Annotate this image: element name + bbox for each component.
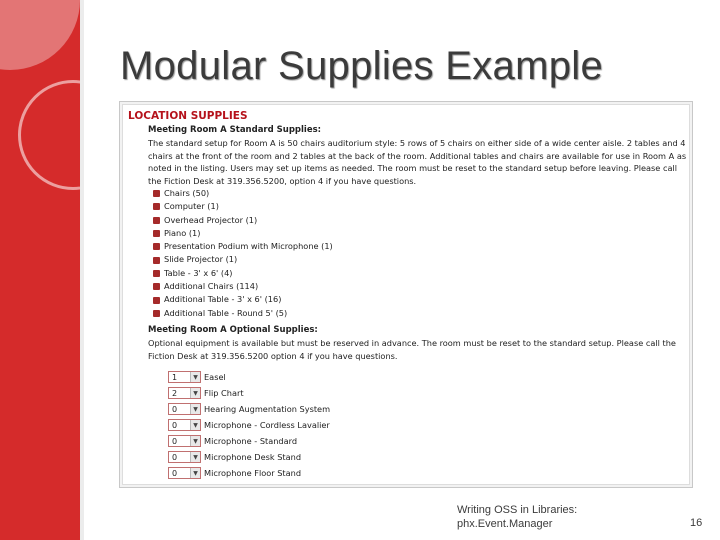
square-bullet-icon: [153, 203, 160, 210]
optional-supplies-heading: Meeting Room A Optional Supplies:: [148, 325, 318, 335]
supply-item: [153, 307, 333, 320]
supply-item: [153, 227, 333, 240]
optional-supplies-block: [148, 324, 688, 362]
supply-item-label: Chairs (50): [164, 188, 210, 198]
supply-item-label: Additional Table - Round 5' (5): [164, 307, 288, 318]
standard-supplies-description: The standard setup for Room A is 50 chairs auditorium style: 5 rows of 5 chairs on either side of a wide center aisle. 2 tables and 4 chairs at the front of the room and 2 tables at the back of the room. Additional tables and chairs are available for use in Room A as noted in the listing. Users may set up items as needed. The room must be reset to the standard setup before leaving. Please call the Fiction Desk at 319.356.5200, option 4 if you have questions.: [148, 138, 687, 186]
optional-supply-row: [168, 417, 330, 433]
decorative-ring: [18, 80, 80, 190]
quantity-select[interactable]: [168, 387, 201, 399]
quantity-value: 0: [172, 468, 178, 478]
supply-item: [153, 200, 333, 213]
quantity-value: 0: [172, 404, 178, 414]
supply-item: [153, 267, 333, 280]
chevron-down-icon[interactable]: ▼: [190, 452, 200, 462]
supply-item-label: Additional Chairs (114): [164, 281, 259, 292]
optional-supply-row: [168, 433, 330, 449]
quantity-value: 2: [172, 388, 178, 398]
chevron-down-icon[interactable]: ▼: [190, 420, 200, 430]
supply-item-label: Piano (1): [164, 227, 201, 238]
footer-text: [457, 503, 577, 531]
optional-supply-label: Easel: [204, 372, 226, 382]
optional-supply-row: [168, 449, 330, 465]
optional-supply-row: [168, 369, 330, 385]
standard-supplies-list: [153, 187, 333, 320]
supply-item: [153, 293, 333, 306]
location-supplies-panel: [122, 104, 690, 485]
section-heading: LOCATION SUPPLIES: [128, 110, 248, 122]
supply-item: [153, 240, 333, 253]
chevron-down-icon[interactable]: ▼: [190, 388, 200, 398]
supply-item-label: Slide Projector (1): [164, 254, 238, 265]
optional-supply-label: Microphone - Cordless Lavalier: [204, 420, 330, 430]
standard-supplies-heading: Meeting Room A Standard Supplies:: [148, 125, 322, 135]
optional-supply-label: Microphone - Standard: [204, 436, 298, 446]
supply-item: [153, 253, 333, 266]
chevron-down-icon[interactable]: ▼: [190, 436, 200, 446]
square-bullet-icon: [153, 270, 160, 277]
band-edge-divider: [80, 0, 84, 540]
quantity-value: 1: [172, 372, 178, 382]
supply-item-label: Additional Table - 3' x 6' (16): [164, 294, 282, 305]
supply-item-label: Overhead Projector (1): [164, 214, 258, 225]
square-bullet-icon: [153, 310, 160, 317]
quantity-select[interactable]: [168, 371, 201, 383]
decorative-circle: [0, 0, 80, 70]
square-bullet-icon: [153, 217, 160, 224]
slide-title: Modular Supplies Example: [120, 44, 604, 88]
chevron-down-icon[interactable]: ▼: [190, 468, 200, 478]
square-bullet-icon: [153, 190, 160, 197]
optional-supply-row: [168, 385, 330, 401]
supply-item: [153, 280, 333, 293]
footer-line-2: phx.Event.Manager: [457, 518, 553, 530]
quantity-value: 0: [172, 420, 178, 430]
square-bullet-icon: [153, 283, 160, 290]
quantity-select[interactable]: [168, 419, 201, 431]
square-bullet-icon: [153, 297, 160, 304]
square-bullet-icon: [153, 257, 160, 264]
square-bullet-icon: [153, 243, 160, 250]
optional-supply-label: Flip Chart: [204, 388, 244, 398]
optional-supply-row: [168, 401, 330, 417]
optional-supplies-description: Optional equipment is available but must be reserved in advance. The room must be reset to the standard setup. Please call the Fiction Desk at 319.356.5200 option 4 if you have questions.: [148, 338, 676, 361]
quantity-select[interactable]: [168, 403, 201, 415]
supply-item: [153, 187, 333, 200]
supply-item-label: Computer (1): [164, 201, 219, 212]
quantity-value: 0: [172, 452, 178, 462]
optional-supplies-list: [168, 369, 330, 481]
decorative-side-band: [0, 0, 80, 540]
optional-supply-label: Hearing Augmentation System: [204, 404, 331, 414]
quantity-value: 0: [172, 436, 178, 446]
square-bullet-icon: [153, 230, 160, 237]
supply-item: [153, 214, 333, 227]
screenshot-frame: [119, 101, 693, 488]
chevron-down-icon[interactable]: ▼: [190, 404, 200, 414]
chevron-down-icon[interactable]: ▼: [190, 372, 200, 382]
page-number: 16: [690, 517, 703, 529]
quantity-select[interactable]: [168, 435, 201, 447]
standard-supplies-block: [148, 124, 688, 187]
supply-item-label: Presentation Podium with Microphone (1): [164, 241, 333, 252]
footer-line-1: Writing OSS in Libraries:: [457, 504, 578, 516]
supply-item-label: Table - 3' x 6' (4): [164, 267, 233, 278]
optional-supply-row: [168, 465, 330, 481]
quantity-select[interactable]: [168, 451, 201, 463]
optional-supply-label: Microphone Desk Stand: [204, 452, 302, 462]
optional-supply-label: Microphone Floor Stand: [204, 468, 302, 478]
quantity-select[interactable]: [168, 467, 201, 479]
